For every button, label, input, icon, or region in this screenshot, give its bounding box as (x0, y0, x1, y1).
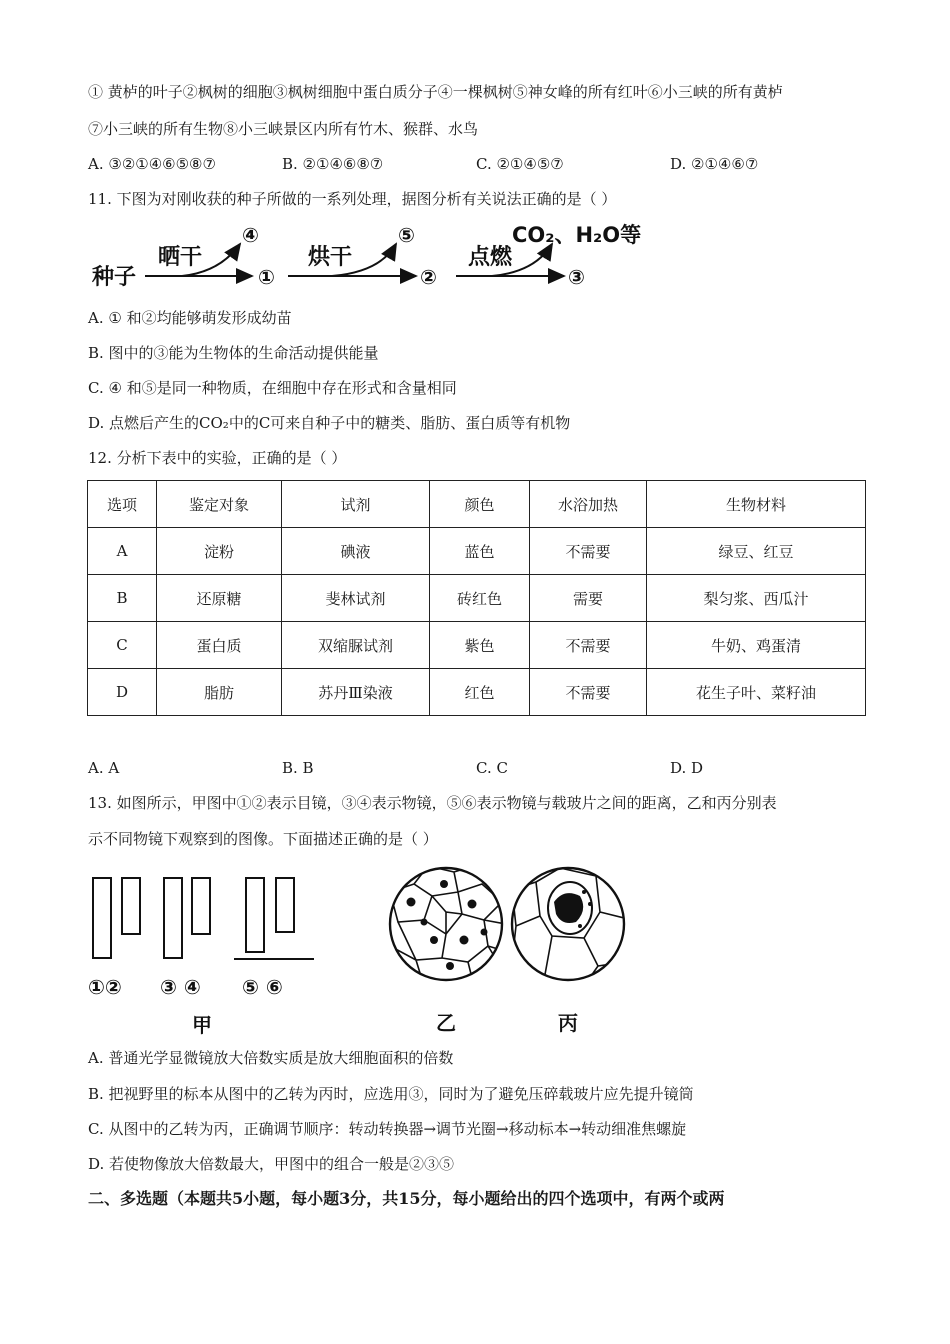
view-bing-circle (512, 868, 624, 980)
objective-3 (164, 878, 182, 958)
product-4: ④ (242, 223, 259, 247)
table-cell: 紫色 (430, 622, 530, 669)
q13-option-d: D. 若使物像放大倍数最大，甲图中的组合一般是②③⑤ (88, 1155, 455, 1173)
q12-stem: 12. 分析下表中的实验，正确的是（ ） (88, 449, 347, 467)
q11-option-a: A. ① 和②均能够萌发形成幼苗 (88, 309, 292, 327)
label-jia: 甲 (192, 1013, 212, 1037)
table-cell: 牛奶、鸡蛋清 (647, 622, 866, 669)
table-cell: 苏丹Ⅲ染液 (282, 669, 430, 716)
section2-title: 二、多选题（本题共5小题，每小题3分，共15分，每小题给出的四个选项中，有两个或两 (88, 1189, 725, 1208)
step1-label: 晒干 (158, 245, 203, 270)
q12-option-c: C. C (476, 759, 508, 777)
q10-option-c: C. ②①④⑤⑦ (476, 155, 564, 173)
q13-stem-line1: 13. 如图所示，甲图中①②表示目镜，③④表示物镜，⑤⑥表示物镜与载玻片之间的距离，乙和丙分别表 (88, 794, 777, 812)
objective-4 (192, 878, 210, 934)
q12-option-d: D. D (670, 759, 704, 777)
table-cell: D (88, 669, 157, 716)
microscope-views-figure (384, 862, 644, 1037)
label-yi: 乙 (436, 1011, 456, 1035)
q11-option-d: D. 点燃后产生的CO₂中的C可来自种子中的糖类、脂肪、蛋白质等有机物 (88, 414, 571, 432)
q11-option-b: B. 图中的③能为生物体的生命活动提供能量 (88, 344, 379, 362)
q12-options (88, 757, 868, 779)
table-cell: 绿豆、红豆 (647, 528, 866, 575)
product-3: ③ (568, 265, 585, 289)
table-cell: 砖红色 (430, 575, 530, 622)
header-cell: 鉴定对象 (157, 481, 282, 528)
q11-option-c: C. ④ 和⑤是同一种物质，在细胞中存在形式和含量相同 (88, 379, 457, 397)
table-cell: 不需要 (530, 528, 647, 575)
table-row (88, 622, 866, 669)
table-cell: 不需要 (530, 622, 647, 669)
q13-option-c: C. 从图中的乙转为丙，正确调节顺序：转动转换器→调节光圈→移动标本→转动细准焦螺旋 (88, 1120, 687, 1138)
q13-stem-line2: 示不同物镜下观察到的图像。下面描述正确的是（ ） (88, 830, 438, 848)
eyepiece-2 (122, 878, 140, 934)
q12-option-a: A. A (88, 759, 120, 777)
q10-option-d: D. ②①④⑥⑦ (670, 155, 759, 173)
q13-option-a: A. 普通光学显微镜放大倍数实质是放大细胞面积的倍数 (88, 1049, 454, 1067)
table-row (88, 669, 866, 716)
q10-line2: ⑦小三峡的所有生物⑧小三峡景区内所有竹木、猴群、水鸟 (88, 120, 479, 138)
q13-option-b: B. 把视野里的标本从图中的乙转为丙时，应选用③，同时为了避免压碎载玻片应先提升镜筒 (88, 1085, 694, 1103)
header-cell: 水浴加热 (530, 481, 647, 528)
table-cell: 梨匀浆、西瓜汁 (647, 575, 866, 622)
table-cell: 脂肪 (157, 669, 282, 716)
q10-option-b: B. ②①④⑥⑧⑦ (282, 155, 384, 173)
table-cell: A (88, 528, 157, 575)
table-row (88, 528, 866, 575)
product-2: ② (420, 265, 437, 289)
q10-line1: ① 黄栌的叶子②枫树的细胞③枫树细胞中蛋白质分子④一棵枫树⑤神女峰的所有红叶⑥小三峡的所有黄栌 (88, 83, 783, 101)
header-cell: 试剂 (282, 481, 430, 528)
label-3-4: ③ ④ (160, 975, 201, 999)
label-1-2: ①② (88, 975, 122, 999)
table-cell: 花生子叶、菜籽油 (647, 669, 866, 716)
table-cell: B (88, 575, 157, 622)
objective-6 (276, 878, 294, 932)
step3-label: 点燃 (468, 245, 513, 270)
experiment-table (87, 480, 866, 716)
step2-label: 烘干 (308, 245, 353, 270)
label-bing: 丙 (558, 1011, 578, 1035)
q12-option-b: B. B (282, 759, 314, 777)
q10-options (88, 153, 868, 175)
label-5-6: ⑤ ⑥ (242, 975, 283, 999)
table-cell: 斐林试剂 (282, 575, 430, 622)
seed-label: 种子 (92, 265, 137, 290)
table-cell: 蛋白质 (157, 622, 282, 669)
q11-stem: 11. 下图为对刚收获的种子所做的一系列处理，据图分析有关说法正确的是（ ） (88, 190, 617, 208)
table-cell: 不需要 (530, 669, 647, 716)
table-cell: 淀粉 (157, 528, 282, 575)
product-5: ⑤ (398, 223, 415, 247)
header-cell: 生物材料 (647, 481, 866, 528)
table-cell: C (88, 622, 157, 669)
q10-option-a: A. ③②①④⑥⑤⑧⑦ (88, 155, 216, 173)
table-cell: 双缩脲试剂 (282, 622, 430, 669)
table-cell: 碘液 (282, 528, 430, 575)
table-cell: 还原糖 (157, 575, 282, 622)
product-1: ① (258, 265, 275, 289)
microscope-lens-figure (84, 872, 324, 1042)
table-cell: 红色 (430, 669, 530, 716)
table-header-row (88, 481, 866, 528)
header-cell: 颜色 (430, 481, 530, 528)
eyepiece-1 (93, 878, 111, 958)
products-label: CO₂、H₂O等 (512, 223, 642, 247)
objective-5 (246, 878, 264, 952)
header-cell: 选项 (88, 481, 157, 528)
table-row (88, 575, 866, 622)
table-cell: 蓝色 (430, 528, 530, 575)
q11-flow-diagram (90, 222, 650, 294)
table-cell: 需要 (530, 575, 647, 622)
